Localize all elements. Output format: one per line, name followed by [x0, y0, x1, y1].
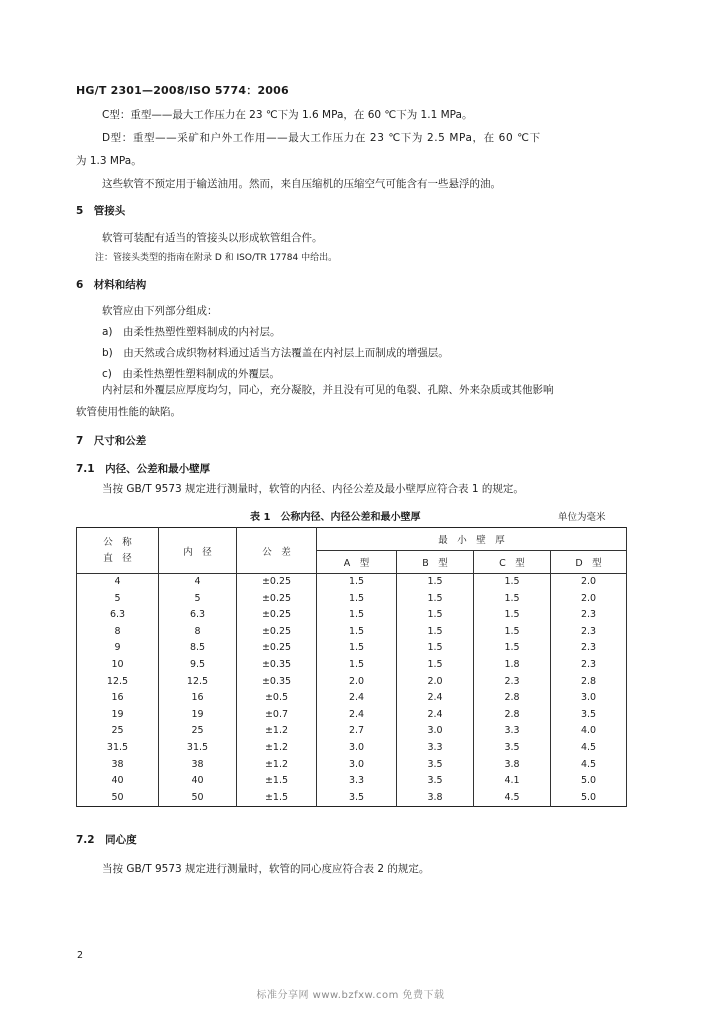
table-cell: ±0.25 — [237, 640, 317, 657]
table-cell: 2.0 — [317, 674, 397, 691]
section-7-1-title: 7.1 内径、公差和最小壁厚 — [76, 463, 211, 475]
table-cell: 3.5 — [474, 740, 551, 757]
table-cell: ±0.25 — [237, 607, 317, 624]
table-row — [77, 640, 627, 657]
table-row — [77, 674, 627, 691]
table-cell: 2.0 — [397, 674, 474, 691]
section-7-2-text: 当按 GB/T 9573 规定进行测量时，软管的同心度应符合表 2 的规定。 — [102, 863, 430, 875]
table-row — [77, 690, 627, 707]
table-cell: 2.3 — [551, 640, 627, 657]
table-row — [77, 707, 627, 724]
table-cell: 4.5 — [551, 740, 627, 757]
table-cell: 1.5 — [474, 607, 551, 624]
table-cell: 50 — [159, 790, 237, 807]
table-cell: 19 — [159, 707, 237, 724]
table-cell: 25 — [77, 723, 159, 740]
col-header-type-a: A 型 — [317, 551, 397, 574]
table-cell: 3.5 — [397, 773, 474, 790]
col-header-type-b: B 型 — [397, 551, 474, 574]
table-cell: ±0.5 — [237, 690, 317, 707]
table-cell: 1.5 — [397, 607, 474, 624]
table-cell: 2.8 — [474, 690, 551, 707]
table-cell: 3.3 — [474, 723, 551, 740]
table-cell: 9.5 — [159, 657, 237, 674]
col-header-min-wall: 最 小 壁 厚 — [317, 528, 627, 551]
table-cell: 1.5 — [317, 624, 397, 641]
table-row — [77, 624, 627, 641]
table-cell: 12.5 — [77, 674, 159, 691]
col-header-nominal — [77, 528, 159, 574]
table-cell: 2.8 — [474, 707, 551, 724]
table-1-caption: 表 1 公称内径、内径公差和最小壁厚 — [250, 512, 421, 523]
col-header-tolerance: 公 差 — [237, 528, 317, 574]
table-cell: 19 — [77, 707, 159, 724]
page-number: 2 — [77, 950, 84, 961]
table-cell: 3.0 — [397, 723, 474, 740]
table-row — [77, 790, 627, 807]
table-cell: 1.8 — [474, 657, 551, 674]
table-cell: 1.5 — [397, 624, 474, 641]
col-header-type-c: C 型 — [474, 551, 551, 574]
table-cell: 31.5 — [159, 740, 237, 757]
table-cell: 2.4 — [397, 690, 474, 707]
table-cell: 4 — [77, 574, 159, 591]
table-cell: 2.7 — [317, 723, 397, 740]
table-cell: 1.5 — [474, 640, 551, 657]
table-cell: 1.5 — [397, 591, 474, 608]
table-cell: 3.0 — [317, 740, 397, 757]
table-row — [77, 591, 627, 608]
document-header: HG/T 2301—2008/ISO 5774：2006 — [76, 84, 289, 97]
table-cell: 38 — [159, 757, 237, 774]
table-cell: 3.8 — [397, 790, 474, 807]
section-6-item-c: c) 由柔性热塑性塑料制成的外覆层。 — [102, 368, 280, 380]
table-cell: 2.8 — [551, 674, 627, 691]
table-cell: 5.0 — [551, 790, 627, 807]
table-cell: 1.5 — [317, 607, 397, 624]
table-cell: 6.3 — [159, 607, 237, 624]
section-6-item-b: b) 由天然或合成织物材料通过适当方法覆盖在内衬层上而制成的增强层。 — [102, 347, 449, 359]
type-c-paragraph: C型：重型——最大工作压力在 23 ℃下为 1.6 MPa，在 60 ℃下为 1.1 MPa。 — [102, 109, 473, 121]
table-cell: 4.0 — [551, 723, 627, 740]
table-cell: 2.4 — [317, 707, 397, 724]
table-cell: 2.0 — [551, 591, 627, 608]
section-6-item-a: a) 由柔性热塑性塑料制成的内衬层。 — [102, 326, 281, 338]
table-cell: 1.5 — [474, 574, 551, 591]
table-cell: 3.3 — [317, 773, 397, 790]
table-cell: 4.5 — [551, 757, 627, 774]
table-cell: 16 — [159, 690, 237, 707]
table-row — [77, 723, 627, 740]
table-1-unit: 单位为毫米 — [558, 512, 606, 523]
table-cell: 10 — [77, 657, 159, 674]
table-cell: 5 — [159, 591, 237, 608]
table-cell: ±0.25 — [237, 624, 317, 641]
col-header-nominal-line2: 直 径 — [103, 552, 132, 564]
table-cell: ±0.25 — [237, 574, 317, 591]
table-cell: 4 — [159, 574, 237, 591]
table-cell: ±0.35 — [237, 657, 317, 674]
table-cell: 2.3 — [551, 657, 627, 674]
table-row — [77, 574, 627, 591]
table-cell: 2.0 — [551, 574, 627, 591]
table-cell: 1.5 — [397, 640, 474, 657]
table-cell: 1.5 — [397, 574, 474, 591]
table-cell: 8 — [159, 624, 237, 641]
section-6-intro: 软管应由下列部分组成： — [102, 305, 218, 317]
section-5-note: 注：管接头类型的指南在附录 D 和 ISO/TR 17784 中给出。 — [95, 253, 338, 263]
table-row — [77, 657, 627, 674]
table-cell: ±0.35 — [237, 674, 317, 691]
table-cell: 3.0 — [317, 757, 397, 774]
table-cell: 1.5 — [317, 657, 397, 674]
type-d-paragraph-line1: D型：重型——采矿和户外工作用——最大工作压力在 23 ℃下为 2.5 MPa，在 60 ℃下 — [102, 132, 541, 144]
watermark-text: 标准分享网 www.bzfxw.com 免费下载 — [256, 990, 445, 1001]
table-cell: 1.5 — [317, 574, 397, 591]
col-header-inner: 内 径 — [159, 528, 237, 574]
table-cell: ±1.5 — [237, 773, 317, 790]
table-cell: 31.5 — [77, 740, 159, 757]
table-cell: 8.5 — [159, 640, 237, 657]
section-7-2-title: 7.2 同心度 — [76, 834, 137, 846]
table-cell: 3.8 — [474, 757, 551, 774]
table-cell: 2.4 — [397, 707, 474, 724]
table-cell: 1.5 — [474, 591, 551, 608]
table-cell: 5 — [77, 591, 159, 608]
table-cell: 9 — [77, 640, 159, 657]
section-7-1-text: 当按 GB/T 9573 规定进行测量时，软管的内径、内径公差及最小壁厚应符合表 1 的规定。 — [102, 483, 524, 495]
table-cell: 1.5 — [474, 624, 551, 641]
table-cell: 6.3 — [77, 607, 159, 624]
table-cell: 2.3 — [551, 624, 627, 641]
table-cell: 3.5 — [397, 757, 474, 774]
table-cell: 40 — [77, 773, 159, 790]
col-header-nominal-line1: 公 称 — [103, 537, 132, 549]
table-row — [77, 607, 627, 624]
table-cell: 25 — [159, 723, 237, 740]
section-5-title: 5 管接头 — [76, 205, 126, 217]
table-cell: 4.5 — [474, 790, 551, 807]
oil-paragraph: 这些软管不预定用于输送油用。然而，来自压缩机的压缩空气可能含有一些悬浮的油。 — [102, 178, 501, 190]
table-cell: 1.5 — [317, 640, 397, 657]
section-5-text: 软管可装配有适当的管接头以形成软管组合件。 — [102, 232, 323, 244]
type-d-paragraph-line2: 为 1.3 MPa。 — [76, 155, 142, 167]
table-cell: 50 — [77, 790, 159, 807]
section-7-title: 7 尺寸和公差 — [76, 435, 147, 447]
table-cell: ±1.2 — [237, 757, 317, 774]
table-cell: 16 — [77, 690, 159, 707]
table-cell: ±0.25 — [237, 591, 317, 608]
table-cell: 12.5 — [159, 674, 237, 691]
table-cell: 1.5 — [317, 591, 397, 608]
table-row — [77, 773, 627, 790]
table-cell: ±1.5 — [237, 790, 317, 807]
table-1 — [76, 527, 627, 807]
table-cell: 8 — [77, 624, 159, 641]
table-cell: 4.1 — [474, 773, 551, 790]
col-header-type-d: D 型 — [551, 551, 627, 574]
table-row — [77, 757, 627, 774]
table-cell: 2.3 — [551, 607, 627, 624]
table-cell: ±1.2 — [237, 740, 317, 757]
table-cell: 3.0 — [551, 690, 627, 707]
table-cell: 5.0 — [551, 773, 627, 790]
section-6-paragraph-line2: 软管使用性能的缺陷。 — [76, 406, 181, 418]
table-cell: 3.5 — [551, 707, 627, 724]
table-cell: ±0.7 — [237, 707, 317, 724]
table-cell: 38 — [77, 757, 159, 774]
table-cell: 2.4 — [317, 690, 397, 707]
table-row — [77, 740, 627, 757]
section-6-paragraph-line1: 内衬层和外覆层应厚度均匀，同心，充分凝胶，并且没有可见的龟裂、孔隙、外来杂质或其他影响 — [102, 384, 554, 396]
table-cell: ±1.2 — [237, 723, 317, 740]
section-6-title: 6 材料和结构 — [76, 279, 147, 291]
table-cell: 2.3 — [474, 674, 551, 691]
table-cell: 40 — [159, 773, 237, 790]
table-cell: 1.5 — [397, 657, 474, 674]
table-cell: 3.3 — [397, 740, 474, 757]
table-cell: 3.5 — [317, 790, 397, 807]
